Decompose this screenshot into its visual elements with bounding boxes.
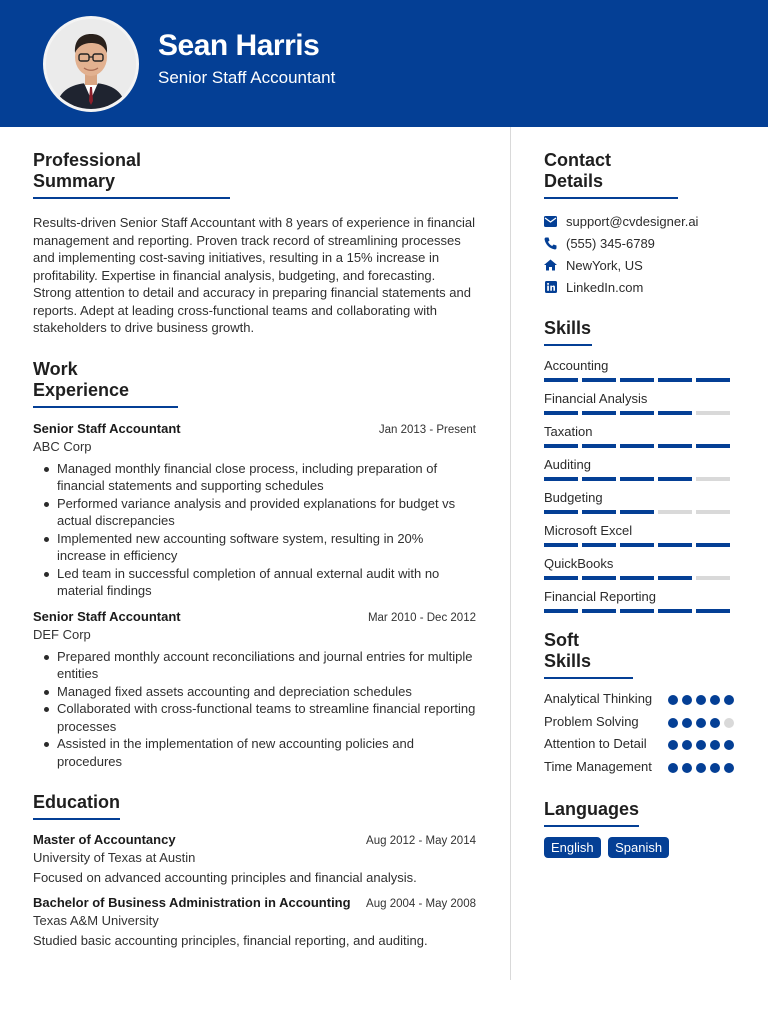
skill-level-segment bbox=[582, 609, 616, 613]
list-item: Managed fixed assets accounting and depreciation schedules bbox=[43, 683, 476, 701]
skill-level-bar bbox=[544, 444, 734, 448]
skill-level-segment bbox=[696, 411, 730, 415]
avatar bbox=[43, 16, 139, 112]
contact-location bbox=[544, 254, 734, 276]
skill-level-segment bbox=[620, 510, 654, 514]
skill-level-segment bbox=[620, 609, 654, 613]
skill-level-segment bbox=[696, 477, 730, 481]
skill-level-segment bbox=[658, 543, 692, 547]
contact-section bbox=[544, 150, 734, 298]
rating-dot bbox=[696, 718, 706, 728]
skill-level-segment bbox=[658, 378, 692, 382]
skill-level-segment bbox=[696, 378, 730, 382]
header-banner bbox=[0, 0, 768, 127]
skill-level-segment bbox=[696, 543, 730, 547]
contact-linkedin[interactable] bbox=[544, 276, 734, 298]
job-role: Senior Staff Accountant bbox=[33, 608, 181, 624]
home-icon bbox=[544, 259, 557, 272]
soft-skills-heading: Soft Skills bbox=[544, 630, 633, 679]
skill-name: Microsoft Excel bbox=[544, 523, 633, 538]
rating-dot bbox=[710, 695, 720, 705]
rating-dot bbox=[710, 763, 720, 773]
list-item: Performed variance analysis and provided explanations for budget vs actual discrepancies bbox=[43, 495, 476, 530]
experience-heading: Work Experience bbox=[33, 359, 178, 408]
job-date: Mar 2010 - Dec 2012 bbox=[367, 611, 476, 624]
phone-icon bbox=[544, 237, 557, 250]
degree-name: Master of Accountancy bbox=[33, 832, 176, 847]
skill-level-segment bbox=[582, 444, 616, 448]
contact-email[interactable] bbox=[544, 210, 734, 232]
left-column bbox=[33, 150, 476, 949]
skill-level-segment bbox=[582, 510, 616, 514]
job-company: ABC Corp bbox=[33, 438, 92, 454]
education-entry bbox=[33, 832, 476, 887]
skill-item bbox=[544, 457, 734, 481]
rating-dot bbox=[682, 718, 692, 728]
rating-dot bbox=[710, 718, 720, 728]
linkedin-text: LinkedIn.com bbox=[566, 279, 644, 295]
rating-dot bbox=[710, 740, 720, 750]
skill-level-bar bbox=[544, 510, 734, 514]
job-entry bbox=[33, 609, 476, 771]
candidate-title: Senior Staff Accountant bbox=[158, 68, 336, 87]
list-item: Prepared monthly account reconciliations and journal entries for multiple entities bbox=[43, 648, 476, 683]
list-item: Managed monthly financial close process, including preparation of financial statements and supporting schedules bbox=[43, 460, 476, 495]
skill-level-bar bbox=[544, 609, 734, 613]
education-date: Aug 2004 - May 2008 bbox=[366, 897, 476, 910]
skill-level-bar bbox=[544, 411, 734, 415]
skill-level-segment bbox=[582, 411, 616, 415]
rating-dot bbox=[696, 740, 706, 750]
candidate-name: Sean Harris bbox=[158, 29, 320, 62]
skill-item bbox=[544, 490, 734, 514]
skill-name: Financial Analysis bbox=[544, 391, 648, 406]
contact-phone[interactable] bbox=[544, 232, 734, 254]
education-section bbox=[33, 792, 476, 949]
list-item: Led team in successful completion of annual external audit with no material findings bbox=[43, 565, 476, 600]
skill-level-segment bbox=[582, 378, 616, 382]
contact-heading: Contact Details bbox=[544, 150, 678, 199]
skill-level-segment bbox=[544, 477, 578, 481]
skill-level-segment bbox=[620, 444, 654, 448]
skill-level-segment bbox=[658, 477, 692, 481]
skill-item bbox=[544, 523, 734, 547]
skill-level-bar bbox=[544, 576, 734, 580]
soft-skill-item bbox=[544, 690, 734, 708]
job-company: DEF Corp bbox=[33, 626, 91, 642]
soft-skills-section bbox=[544, 630, 734, 775]
linkedin-icon bbox=[544, 281, 557, 294]
skill-level-segment bbox=[582, 576, 616, 580]
job-date: Jan 2013 - Present bbox=[378, 423, 476, 436]
skill-name: Auditing bbox=[544, 457, 591, 472]
skill-level-segment bbox=[544, 609, 578, 613]
job-entry bbox=[33, 421, 476, 600]
skill-level-segment bbox=[696, 444, 730, 448]
skill-level-segment bbox=[620, 378, 654, 382]
soft-skill-rating bbox=[668, 763, 734, 773]
job-bullets bbox=[33, 460, 476, 600]
rating-dot bbox=[724, 718, 734, 728]
skill-item bbox=[544, 556, 734, 580]
skill-level-segment bbox=[696, 609, 730, 613]
rating-dot bbox=[724, 763, 734, 773]
rating-dot bbox=[668, 763, 678, 773]
skill-level-bar bbox=[544, 543, 734, 547]
degree-name: Bachelor of Business Administration in Accounting bbox=[33, 894, 351, 910]
skill-level-bar bbox=[544, 378, 734, 382]
skill-level-segment bbox=[544, 378, 578, 382]
languages-list bbox=[544, 837, 734, 858]
job-role: Senior Staff Accountant bbox=[33, 420, 181, 436]
rating-dot bbox=[682, 763, 692, 773]
soft-skill-rating bbox=[668, 695, 734, 705]
skill-item bbox=[544, 358, 734, 382]
summary-text: Results-driven Senior Staff Accountant with 8 years of experience in financial management and reporting. Proven track record of streamlining processes and implementing cost-saving initiatives, resulting in a 15% increase in profitability. Expertise in financial analysis, budgeting, and forecasting. Strong attention to detail and accuracy in preparing financial statements and reports. Adept at leading cross-functional teams and collaborating with stakeholders to drive business growth. bbox=[33, 215, 475, 335]
skill-level-segment bbox=[544, 411, 578, 415]
language-badge: English bbox=[544, 837, 601, 858]
skill-item bbox=[544, 391, 734, 415]
skill-level-segment bbox=[582, 477, 616, 481]
skill-level-segment bbox=[696, 510, 730, 514]
list-item: Assisted in the implementation of new accounting policies and procedures bbox=[43, 735, 476, 770]
location-text: NewYork, US bbox=[566, 257, 643, 273]
skill-level-segment bbox=[658, 609, 692, 613]
envelope-icon bbox=[544, 215, 557, 228]
skill-level-segment bbox=[620, 477, 654, 481]
soft-skill-name: Analytical Thinking bbox=[544, 691, 653, 706]
skill-level-segment bbox=[620, 576, 654, 580]
skill-level-segment bbox=[658, 444, 692, 448]
column-divider bbox=[510, 127, 511, 980]
email-text: support@cvdesigner.ai bbox=[566, 213, 699, 229]
education-entry bbox=[33, 895, 476, 950]
soft-skill-item bbox=[544, 735, 734, 753]
list-item: Collaborated with cross-functional teams to streamline financial reporting processes bbox=[43, 700, 476, 735]
languages-heading: Languages bbox=[544, 799, 639, 827]
experience-section bbox=[33, 359, 476, 771]
skill-level-segment bbox=[582, 543, 616, 547]
education-heading: Education bbox=[33, 792, 120, 820]
school-name: University of Texas at Austin bbox=[33, 850, 196, 865]
skill-level-segment bbox=[658, 576, 692, 580]
phone-text: (555) 345-6789 bbox=[566, 235, 655, 251]
skill-level-segment bbox=[620, 543, 654, 547]
soft-skill-item bbox=[544, 758, 734, 776]
skill-level-segment bbox=[544, 444, 578, 448]
rating-dot bbox=[668, 718, 678, 728]
summary-section bbox=[33, 150, 476, 337]
right-column bbox=[544, 150, 734, 858]
skill-item bbox=[544, 424, 734, 448]
skill-level-segment bbox=[620, 411, 654, 415]
soft-skill-rating bbox=[668, 740, 734, 750]
rating-dot bbox=[668, 740, 678, 750]
rating-dot bbox=[682, 695, 692, 705]
skill-name: Budgeting bbox=[544, 490, 603, 505]
rating-dot bbox=[682, 740, 692, 750]
skill-level-segment bbox=[544, 543, 578, 547]
soft-skill-name: Time Management bbox=[544, 758, 652, 774]
school-name: Texas A&M University bbox=[33, 912, 159, 928]
skills-heading: Skills bbox=[544, 318, 592, 346]
soft-skill-item bbox=[544, 713, 734, 731]
rating-dot bbox=[696, 695, 706, 705]
skill-level-segment bbox=[544, 576, 578, 580]
skill-level-segment bbox=[658, 411, 692, 415]
list-item: Implemented new accounting software system, resulting in 20% increase in efficiency bbox=[43, 530, 476, 565]
skill-level-segment bbox=[544, 510, 578, 514]
skill-name: Taxation bbox=[544, 424, 593, 439]
skill-name: Financial Reporting bbox=[544, 589, 657, 604]
skill-item bbox=[544, 589, 734, 613]
job-bullets bbox=[33, 648, 476, 771]
language-badge: Spanish bbox=[608, 837, 669, 858]
soft-skill-rating bbox=[668, 718, 734, 728]
skills-section bbox=[544, 318, 734, 613]
rating-dot bbox=[724, 740, 734, 750]
education-date: Aug 2012 - May 2014 bbox=[366, 835, 476, 847]
rating-dot bbox=[696, 763, 706, 773]
soft-skill-name: Problem Solving bbox=[544, 713, 639, 729]
education-desc: Focused on advanced accounting principles and financial analysis. bbox=[33, 870, 417, 885]
languages-section bbox=[544, 799, 734, 858]
summary-heading: Professional Summary bbox=[33, 150, 230, 199]
education-desc: Studied basic accounting principles, financial reporting, and auditing. bbox=[33, 932, 428, 948]
skill-level-segment bbox=[658, 510, 692, 514]
skill-name: QuickBooks bbox=[544, 556, 614, 571]
skill-name: Accounting bbox=[544, 358, 609, 373]
rating-dot bbox=[668, 695, 678, 705]
rating-dot bbox=[724, 695, 734, 705]
skill-level-bar bbox=[544, 477, 734, 481]
skill-level-segment bbox=[696, 576, 730, 580]
soft-skill-name: Attention to Detail bbox=[544, 736, 647, 751]
